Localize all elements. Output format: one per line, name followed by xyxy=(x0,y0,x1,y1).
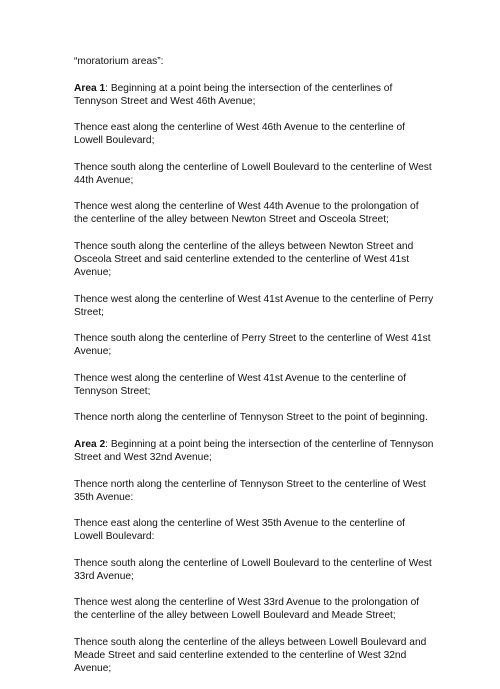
boundary-paragraph xyxy=(74,478,434,504)
boundary-paragraph xyxy=(74,200,434,226)
document-body xyxy=(74,55,434,689)
boundary-paragraph xyxy=(74,596,434,622)
boundary-paragraph xyxy=(74,332,434,358)
paragraph-list xyxy=(74,82,434,675)
paragraph-text: Thence east along the centerline of West 35th Avenue to the centerline of Lowell Boulevard: xyxy=(74,518,405,543)
boundary-paragraph xyxy=(74,636,434,675)
boundary-paragraph xyxy=(74,557,434,583)
area-label: Area 2 xyxy=(74,438,106,450)
paragraph-text: Thence south along the centerline of Perry Street to the centerline of West 41st Avenue; xyxy=(74,333,431,358)
boundary-paragraph xyxy=(74,240,434,279)
area-heading-paragraph xyxy=(74,438,434,464)
paragraph-text: Thence north along the centerline of Tennyson Street to the point of beginning. xyxy=(74,412,428,424)
intro-line: “moratorium areas”: xyxy=(74,56,164,67)
paragraph-text: Thence west along the centerline of West 41st Avenue to the centerline of Tennyson Street; xyxy=(74,372,407,397)
boundary-paragraph xyxy=(74,161,434,187)
paragraph-text: : Beginning at a point being the intersection of the centerline of Tennyson Street and West 32nd Avenue; xyxy=(74,438,434,463)
paragraph-text: Thence north along the centerline of Tennyson Street to the centerline of West 35th Avenue: xyxy=(74,478,426,503)
paragraph-text: Thence west along the centerline of West 33rd Avenue to the prolongation of the centerline of the alley between Lowell Boulevard and Meade Street; xyxy=(74,597,420,622)
boundary-paragraph xyxy=(74,372,434,398)
paragraph-text: Thence east along the centerline of West 46th Avenue to the centerline of Lowell Boulevard; xyxy=(74,122,405,147)
paragraph-text: Thence south along the centerline of Lowell Boulevard to the centerline of West 33rd Avenue; xyxy=(74,557,432,582)
paragraph-text: Thence west along the centerline of West 41st Avenue to the centerline of Perry Street; xyxy=(74,293,434,318)
paragraph-text: : Beginning at a point being the intersection of the centerlines of Tennyson Street and West 46th Avenue; xyxy=(74,82,393,107)
boundary-paragraph xyxy=(74,517,434,543)
paragraph-text: Thence south along the centerline of Lowell Boulevard to the centerline of West 44th Avenue; xyxy=(74,161,432,186)
paragraph-text: Thence south along the centerline of the alleys between Lowell Boulevard and Meade Street and said centerline extended to the centerline of West 32nd Avenue; xyxy=(74,636,427,674)
area-label: Area 1 xyxy=(74,82,106,94)
boundary-paragraph xyxy=(74,293,434,319)
boundary-paragraph xyxy=(74,121,434,147)
paragraph-text: Thence west along the centerline of West 44th Avenue to the prolongation of the centerline of the alley between Newton Street and Osceola Street; xyxy=(74,201,419,226)
paragraph-text: Thence south along the centerline of the alleys between Newton Street and Osceola Street and said centerline extended to the centerline of West 41st Avenue; xyxy=(74,240,414,278)
boundary-paragraph xyxy=(74,411,434,424)
area-heading-paragraph xyxy=(74,82,434,108)
